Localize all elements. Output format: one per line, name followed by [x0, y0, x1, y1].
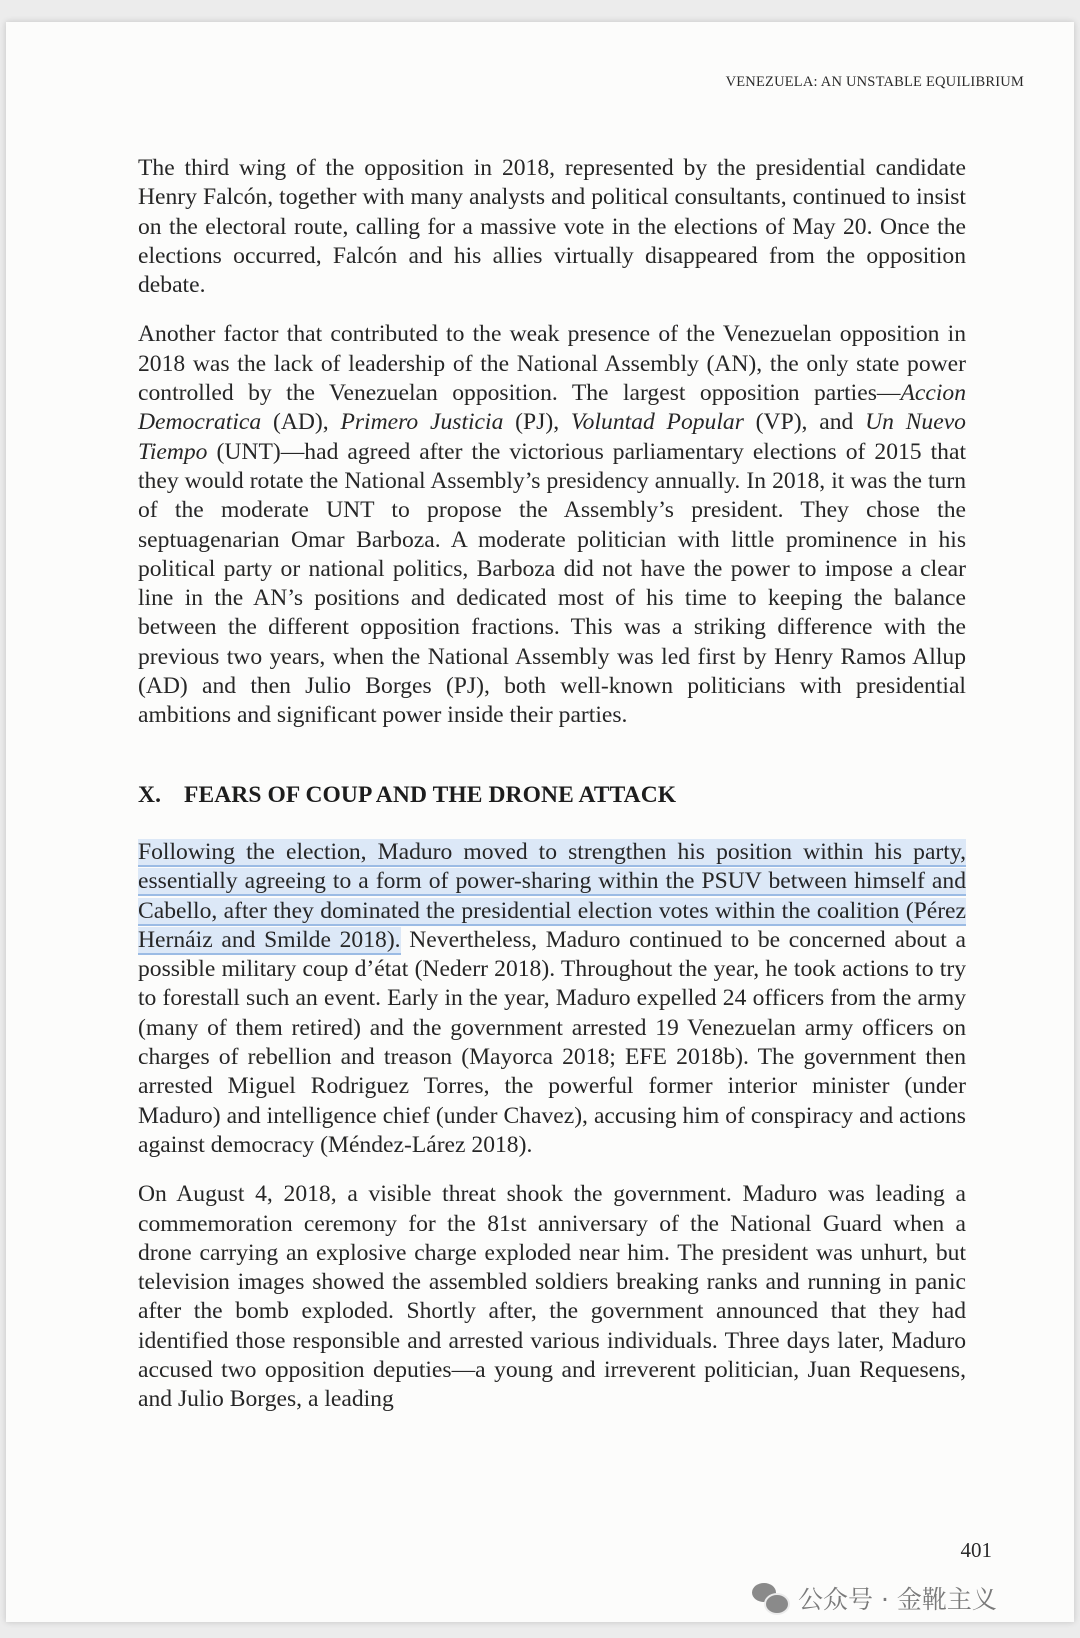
- text-run: (VP), and: [743, 409, 866, 436]
- text-run: Another factor that contributed to the weak presence of the Venezuelan opposition in 2018 was the lack of leadership of the National Assembly (AN), the only state power controlled by the Venezuelan opposition. The largest opposition parties—: [138, 321, 966, 407]
- paragraph-falcon: The third wing of the opposition in 2018, represented by the presidential candidate Henry Falcón, together with many analysts and political consultants, continued to insist on the electoral route, calling for a massive vote in the elections of May 20. Once the elections occurred, Falcón and his allies virtually disappeared from the opposition debate.: [138, 155, 966, 299]
- text-run: (PJ),: [503, 409, 571, 436]
- book-page: [6, 22, 1074, 1622]
- party-name-italic: Un Nuevo Tiempo: [138, 409, 966, 465]
- paragraph-drone-attack: On August 4, 2018, a visible threat shook the government. Maduro was leading a commemoration ceremony for the 81st anniversary of the National Guard when a drone carrying an explosive charge exploded near him. The president was unhurt, but television images showed the assembled soldiers breaking ranks and running in panic after the bomb exploded. Shortly after, the government announced that they had identified those responsible and arrested various individuals. Three days later, Maduro accused two opposition deputies—a young and irreverent politician, Juan Requesens, and Julio Borges, a leading: [138, 1181, 966, 1413]
- wechat-icon: [752, 1583, 790, 1613]
- watermark-text: 公众号 · 金靴主义: [798, 1585, 997, 1614]
- section-heading: [138, 781, 966, 810]
- text-run: Nevertheless, Maduro continued to be concerned about a possible military coup d’état (Nederr 2018). Throughout the year, he took actions to try to forestall such an event. Early in the year, Maduro expelled 24 officers from the army (many of them retired) and the government arrested 19 Venezuelan army officers on charges of rebellion and treason (Mayorca 2018; EFE 2018b). The government then arrested Miguel Rodriguez Torres, the powerful former interior minister (under Maduro) and intelligence chief (under Chavez), accusing him of conspiracy and actions against democracy (Méndez-Lárez 2018).: [138, 926, 966, 1158]
- paragraph-coup-fears: [138, 838, 966, 1160]
- page-number: 401: [960, 1538, 992, 1562]
- section-title: FEARS OF COUP AND THE DRONE ATTACK: [184, 781, 677, 808]
- party-name-italic: Accion Democratica: [138, 380, 966, 436]
- paragraph-national-assembly: [138, 320, 966, 730]
- text-run: (AD),: [261, 409, 341, 436]
- page-body: [138, 154, 966, 1435]
- section-number: X.: [138, 781, 162, 808]
- running-header: VENEZUELA: AN UNSTABLE EQUILIBRIUM: [725, 74, 1024, 90]
- text-run: (UNT)—had agreed after the victorious parliamentary elections of 2015 that they would rotate the National Assembly’s presidency annually. In 2018, it was the turn of the moderate UNT to propose the Assembly’s president. They chose the septuagenarian Omar Barboza. A moderate politician with little prominence in his political party or national politics, Barboza did not have the power to impose a clear line in the AN’s positions and dedicated most of his time to keeping the balance between the different opposition fractions. This was a striking difference with the previous two years, when the National Assembly was led first by Henry Ramos Allup (AD) and then Julio Borges (PJ), both well-known politicians with presidential ambitions and significant power inside their parties.: [138, 438, 966, 729]
- watermark: [752, 1580, 997, 1616]
- highlighted-text[interactable]: Following the election, Maduro moved to strengthen his position within his party, essentially agreeing to a form of power-sharing within the PSUV between himself and Cabello, after they dominated the presidential election votes within the coalition (Pérez Hernáiz and Smilde 2018).: [138, 838, 966, 953]
- party-name-italic: Primero Justicia: [340, 409, 504, 436]
- party-name-italic: Voluntad Popular: [570, 409, 744, 436]
